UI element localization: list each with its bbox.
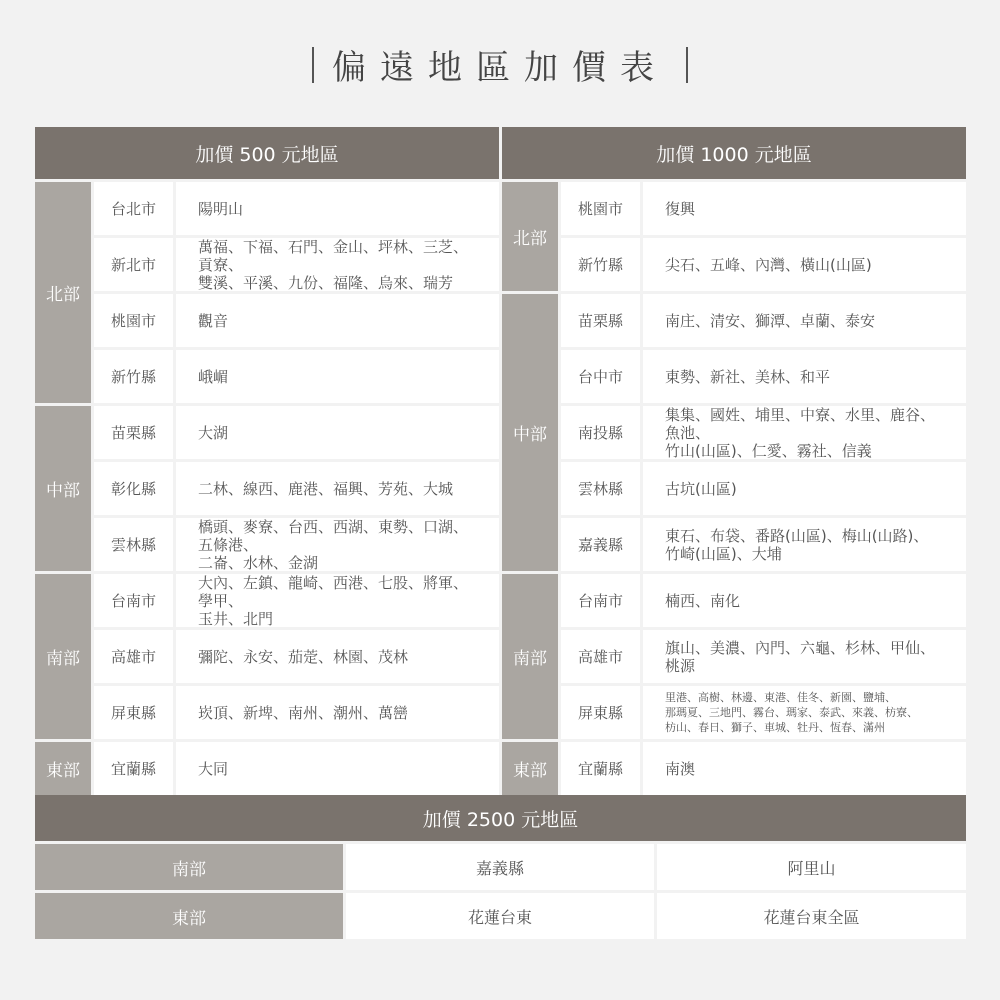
areas-cell: 楠西、南化 bbox=[643, 574, 966, 627]
city-cell: 南投縣 bbox=[561, 406, 640, 459]
areas-cell: 崁頂、新埤、南州、潮州、萬巒 bbox=[176, 686, 499, 739]
city-cell: 高雄市 bbox=[94, 630, 173, 683]
areas-cell: 花蓮台東全區 bbox=[657, 893, 966, 939]
areas-cell: 里港、高樹、林邊、東港、佳冬、新園、鹽埔、 那瑪夏、三地門、霧台、瑪家、泰武、來義、枋寮、 枋山、春日、獅子、車城、牡丹、恆春、滿州 bbox=[643, 686, 966, 739]
region-north: 北部 bbox=[35, 182, 91, 403]
areas-cell: 尖石、五峰、內灣、橫山(山區) bbox=[643, 238, 966, 291]
areas-cell: 大內、左鎮、龍崎、西港、七股、將軍、學甲、 玉井、北門 bbox=[176, 574, 499, 627]
areas-cell: 東石、布袋、番路(山區)、梅山(山路)、 竹崎(山區)、大埔 bbox=[643, 518, 966, 571]
region-north: 北部 bbox=[502, 182, 558, 291]
areas-cell: 萬福、下福、石門、金山、坪林、三芝、貢寮、 雙溪、平溪、九份、福隆、烏來、瑞芳 bbox=[176, 238, 499, 291]
table-header-1000: 加價 1000 元地區 bbox=[502, 127, 966, 179]
page-title bbox=[0, 40, 1000, 89]
areas-cell: 橋頭、麥寮、台西、西湖、東勢、口湖、五條港、 二崙、水林、金湖 bbox=[176, 518, 499, 571]
city-cell: 台南市 bbox=[94, 574, 173, 627]
region-east: 東部 bbox=[35, 893, 343, 939]
areas-cell: 古坑(山區) bbox=[643, 462, 966, 515]
areas-cell: 觀音 bbox=[176, 294, 499, 347]
table-surcharge-500 bbox=[35, 127, 499, 793]
city-cell: 屏東縣 bbox=[94, 686, 173, 739]
city-cell: 新竹縣 bbox=[561, 238, 640, 291]
city-cell: 雲林縣 bbox=[94, 518, 173, 571]
title-divider-right bbox=[686, 47, 688, 83]
city-cell: 桃園市 bbox=[94, 294, 173, 347]
areas-cell: 集集、國姓、埔里、中寮、水里、鹿谷、魚池、 竹山(山區)、仁愛、霧社、信義 bbox=[643, 406, 966, 459]
city-cell: 宜蘭縣 bbox=[94, 742, 173, 795]
areas-cell: 阿里山 bbox=[657, 844, 966, 890]
city-cell: 屏東縣 bbox=[561, 686, 640, 739]
areas-cell: 大同 bbox=[176, 742, 499, 795]
city-cell: 台北市 bbox=[94, 182, 173, 235]
city-cell: 高雄市 bbox=[561, 630, 640, 683]
region-central: 中部 bbox=[35, 406, 91, 571]
city-cell: 台南市 bbox=[561, 574, 640, 627]
areas-cell: 大湖 bbox=[176, 406, 499, 459]
table-surcharge-2500 bbox=[35, 795, 966, 938]
areas-cell: 旗山、美濃、內門、六龜、杉林、甲仙、桃源 bbox=[643, 630, 966, 683]
table-header-2500: 加價 2500 元地區 bbox=[35, 795, 966, 841]
city-cell: 苗栗縣 bbox=[561, 294, 640, 347]
page-title-text: 偏遠地區加價表 bbox=[332, 48, 668, 88]
city-cell: 台中市 bbox=[561, 350, 640, 403]
city-cell: 新北市 bbox=[94, 238, 173, 291]
region-south: 南部 bbox=[502, 574, 558, 739]
areas-cell: 南庄、清安、獅潭、卓蘭、泰安 bbox=[643, 294, 966, 347]
city-cell: 桃園市 bbox=[561, 182, 640, 235]
areas-cell: 陽明山 bbox=[176, 182, 499, 235]
city-cell: 彰化縣 bbox=[94, 462, 173, 515]
areas-cell: 復興 bbox=[643, 182, 966, 235]
title-divider-left bbox=[312, 47, 314, 83]
region-central: 中部 bbox=[502, 294, 558, 571]
city-cell: 新竹縣 bbox=[94, 350, 173, 403]
areas-cell: 彌陀、永安、茄萣、林園、茂林 bbox=[176, 630, 499, 683]
region-south: 南部 bbox=[35, 574, 91, 739]
table-surcharge-1000 bbox=[502, 127, 966, 793]
city-cell: 雲林縣 bbox=[561, 462, 640, 515]
areas-cell: 二林、線西、鹿港、福興、芳苑、大城 bbox=[176, 462, 499, 515]
city-cell: 花蓮台東 bbox=[346, 893, 654, 939]
region-east: 東部 bbox=[35, 742, 91, 795]
areas-cell: 南澳 bbox=[643, 742, 966, 795]
areas-cell: 峨嵋 bbox=[176, 350, 499, 403]
areas-cell: 東勢、新社、美林、和平 bbox=[643, 350, 966, 403]
table-header-500: 加價 500 元地區 bbox=[35, 127, 499, 179]
city-cell: 宜蘭縣 bbox=[561, 742, 640, 795]
region-south: 南部 bbox=[35, 844, 343, 890]
city-cell: 嘉義縣 bbox=[346, 844, 654, 890]
region-east: 東部 bbox=[502, 742, 558, 795]
city-cell: 嘉義縣 bbox=[561, 518, 640, 571]
city-cell: 苗栗縣 bbox=[94, 406, 173, 459]
